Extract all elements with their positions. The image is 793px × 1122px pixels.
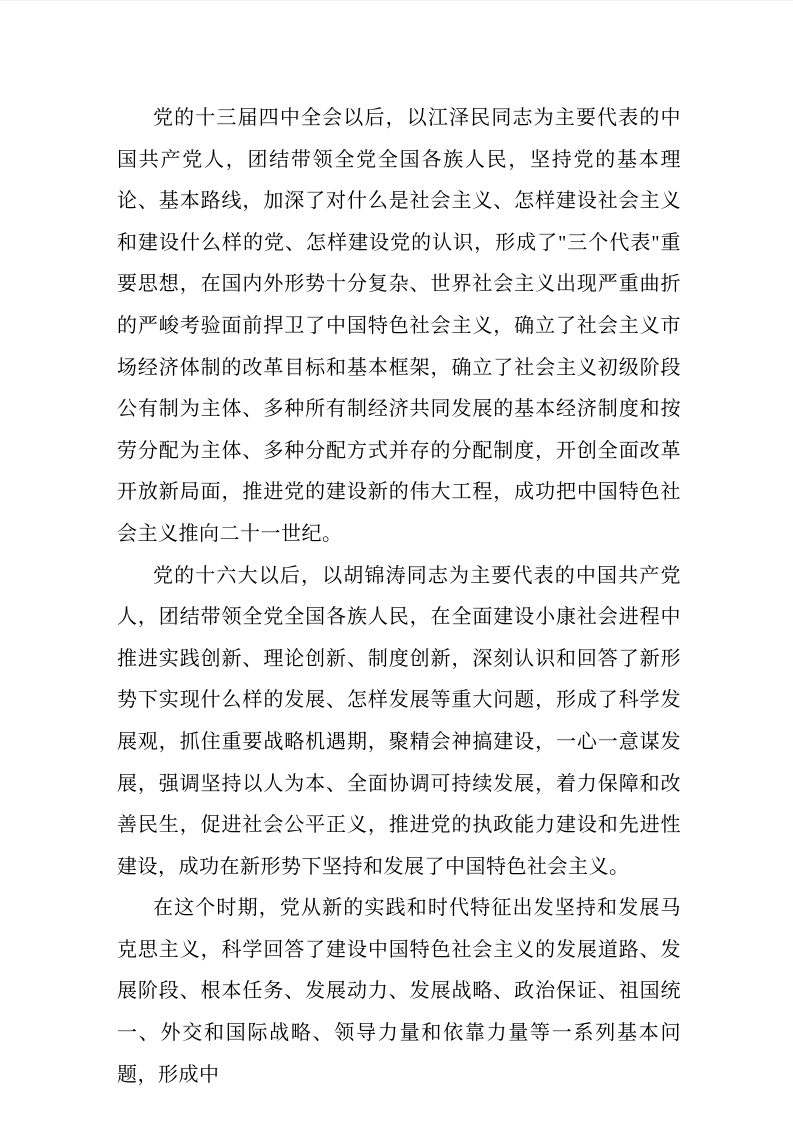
document-paragraph: 党的十三届四中全会以后，以江泽民同志为主要代表的中国共产党人，团结带领全党全国各族人民，坚持党的基本理论、基本路线，加深了对什么是社会主义、怎样建设社会主义和建设什么样的党、怎样建设党的认识，形成了"三个代表"重要思想，在国内外形势十分复杂、世界社会主义出现严重曲折的严峻考验面前捍卫了中国特色社会主义，确立了社会主义市场经济体制的改革目标和基本框架，确立了社会主义初级阶段公有制为主体、多种所有制经济共同发展的基本经济制度和按劳分配为主体、多种分配方式并存的分配制度，开创全面改革开放新局面，推进党的建设新的伟大工程，成功把中国特色社会主义推向二十一世纪。 [117,107,681,545]
document-paragraph: 在这个时期，党从新的实践和时代特征出发坚持和发展马克思主义，科学回答了建设中国特色社会主义的发展道路、发展阶段、根本任务、发展动力、发展战略、政治保证、祖国统一、外交和国际战略、领导力量和依靠力量等一系列基本问题，形成中 [117,897,681,1086]
document-paragraph: 党的十六大以后，以胡锦涛同志为主要代表的中国共产党人，团结带领全党全国各族人民，在全面建设小康社会进程中推进实践创新、理论创新、制度创新，深刻认识和回答了新形势下实现什么样的发展、怎样发展等重大问题，形成了科学发展观，抓住重要战略机遇期，聚精会神搞建设，一心一意谋发展，强调坚持以人为本、全面协调可持续发展，着力保障和改善民生，促进社会公平正义，推进党的执政能力建设和先进性建设，成功在新形势下坚持和发展了中国特色社会主义。 [117,564,681,878]
document-text-body [117,98,681,1096]
